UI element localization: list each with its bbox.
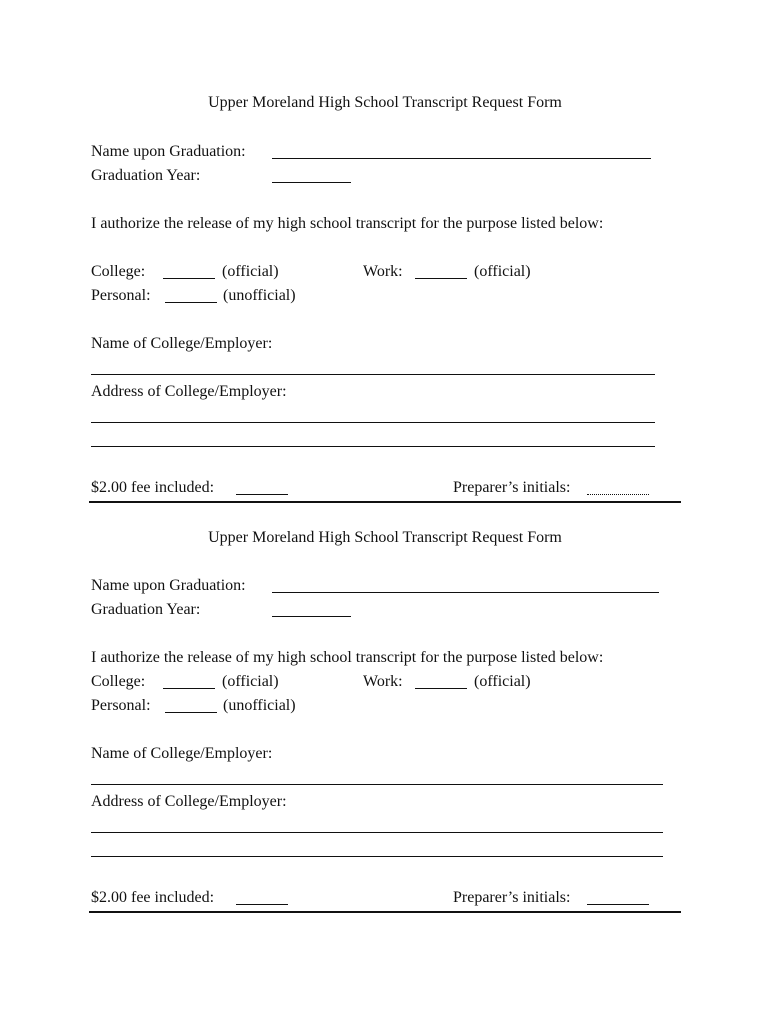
personal-type: (unofficial) [223,287,296,304]
authorize-text: I authorize the release of my high school transcript for the purpose listed below: [91,649,604,666]
work-field[interactable] [415,688,467,689]
preparer-initials-label: Preparer’s initials: [453,479,571,496]
work-field[interactable] [415,278,467,279]
fee-included-field[interactable] [236,904,288,905]
work-type: (official) [474,263,531,280]
college-employer-name-label: Name of College/Employer: [91,335,273,352]
personal-field[interactable] [165,712,217,713]
section-divider [89,501,681,503]
name-upon-graduation-label: Name upon Graduation: [91,143,246,160]
college-employer-address-line-1[interactable] [91,832,663,833]
college-employer-name-label: Name of College/Employer: [91,745,273,762]
work-label: Work: [363,673,403,690]
college-field[interactable] [163,688,215,689]
authorize-text: I authorize the release of my high school transcript for the purpose listed below: [91,215,604,232]
college-label: College: [91,263,146,280]
name-upon-graduation-label: Name upon Graduation: [91,577,246,594]
personal-type: (unofficial) [223,697,296,714]
graduation-year-label: Graduation Year: [91,167,201,184]
preparer-initials-field[interactable] [587,904,649,905]
form-title: Upper Moreland High School Transcript Request Form [208,529,562,546]
college-type: (official) [222,673,279,690]
graduation-year-label: Graduation Year: [91,601,201,618]
personal-label: Personal: [91,287,151,304]
work-label: Work: [363,263,403,280]
personal-field[interactable] [165,302,217,303]
fee-included-label: $2.00 fee included: [91,889,215,906]
personal-label: Personal: [91,697,151,714]
preparer-initials-field[interactable] [587,494,649,495]
college-employer-address-label: Address of College/Employer: [91,383,287,400]
form-title: Upper Moreland High School Transcript Request Form [208,94,562,111]
work-type: (official) [474,673,531,690]
graduation-year-field[interactable] [272,616,351,617]
fee-included-label: $2.00 fee included: [91,479,215,496]
graduation-year-field[interactable] [272,182,351,183]
college-employer-address-line-1[interactable] [91,422,655,423]
preparer-initials-label: Preparer’s initials: [453,889,571,906]
college-type: (official) [222,263,279,280]
college-label: College: [91,673,146,690]
fee-included-field[interactable] [236,494,288,495]
name-upon-graduation-field[interactable] [272,592,659,593]
name-upon-graduation-field[interactable] [272,158,651,159]
college-employer-name-field[interactable] [91,374,655,375]
college-field[interactable] [163,278,215,279]
college-employer-name-field[interactable] [91,784,663,785]
college-employer-address-line-2[interactable] [91,856,663,857]
college-employer-address-line-2[interactable] [91,446,655,447]
section-divider [89,911,681,913]
college-employer-address-label: Address of College/Employer: [91,793,287,810]
